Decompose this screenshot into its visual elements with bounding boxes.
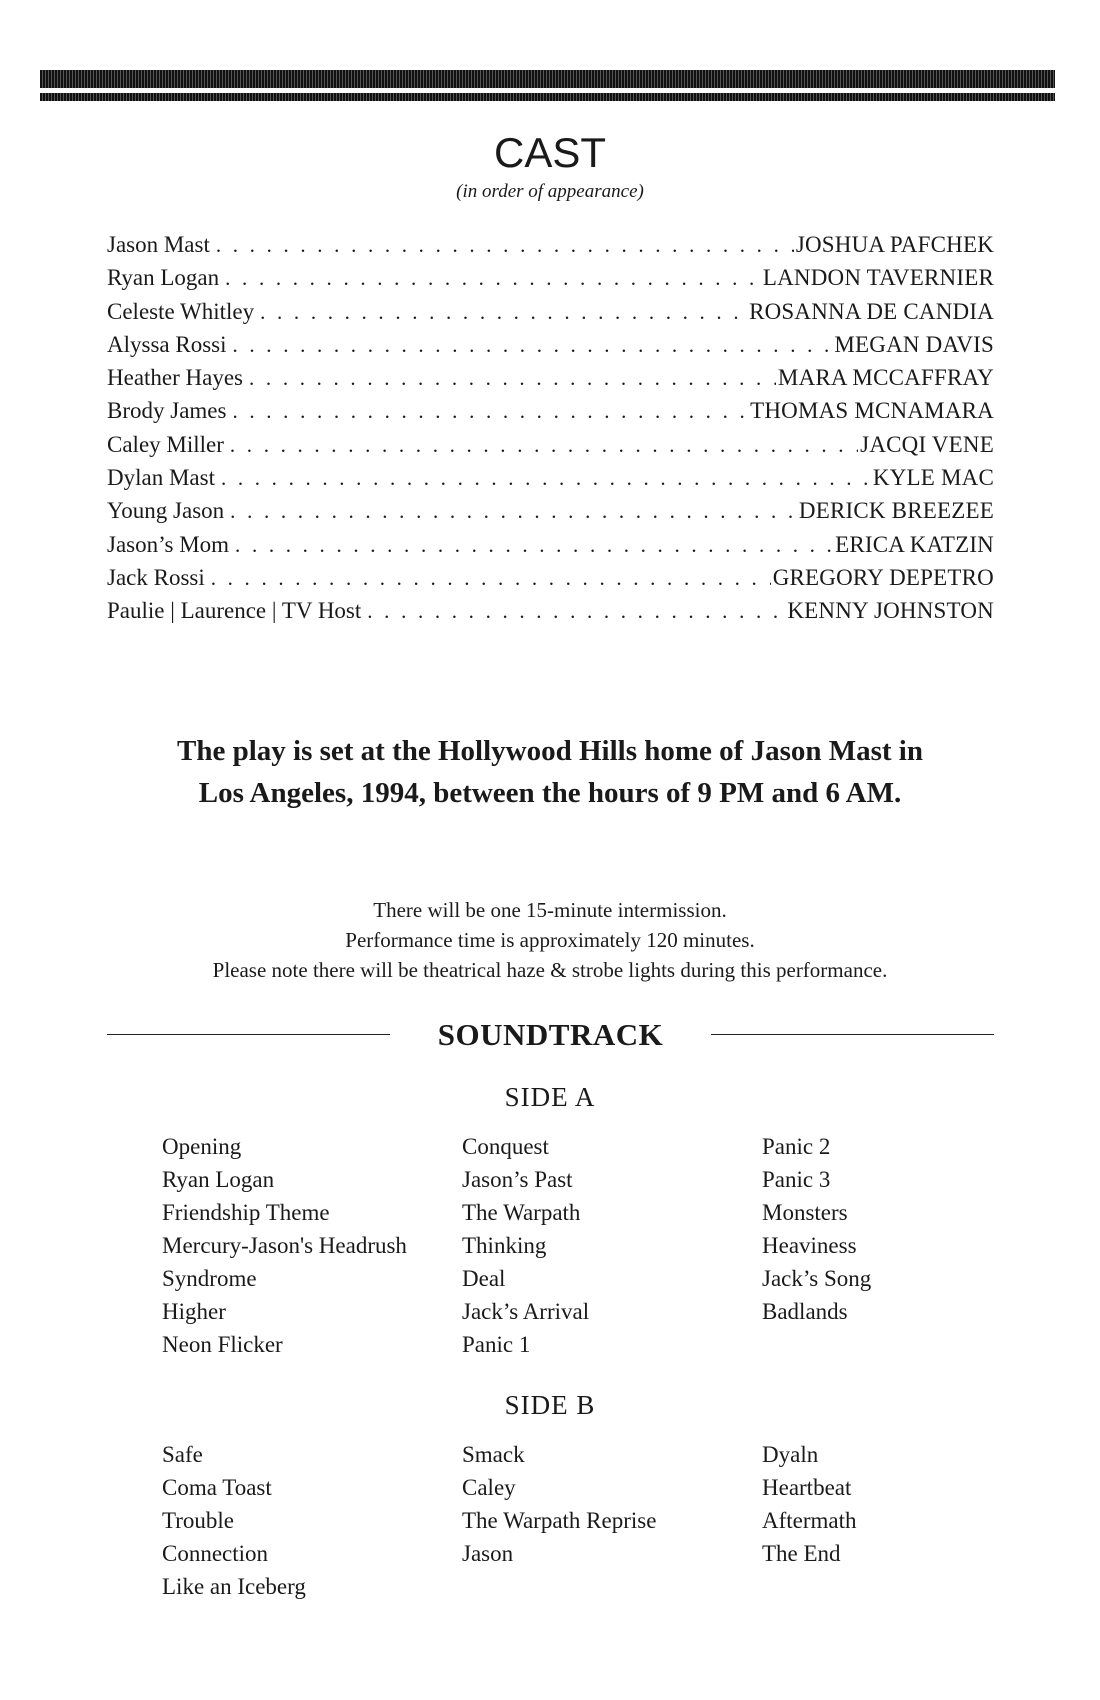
dot-leader — [249, 362, 776, 394]
cast-actor: ERICA KATZIN — [835, 531, 994, 557]
dot-leader — [230, 495, 797, 527]
track: Syndrome — [162, 1266, 257, 1291]
track: Friendship Theme — [162, 1200, 330, 1225]
cast-role: Heather Hayes — [107, 365, 244, 391]
track-column — [462, 1130, 762, 1361]
cast-actor: JOSHUA PAFCHEK — [795, 232, 994, 257]
track: Neon Flicker — [162, 1332, 283, 1357]
setting-statement — [80, 730, 1020, 814]
cast-role: Young Jason — [107, 498, 225, 524]
track: Like an Iceberg — [162, 1574, 306, 1599]
dot-leader — [211, 562, 771, 594]
cast-row — [107, 494, 994, 527]
cast-actor: MEGAN DAVIS — [834, 331, 994, 357]
track: Thinking — [462, 1233, 547, 1258]
cast-role: Caley Miller — [107, 431, 224, 457]
track: Jason’s Past — [462, 1167, 573, 1192]
side-a-tracklist — [162, 1130, 982, 1361]
track: Heaviness — [762, 1233, 857, 1258]
track: Jack’s Arrival — [462, 1299, 590, 1324]
cast-actor: ROSANNA DE CANDIA — [749, 298, 994, 324]
dot-leader — [233, 329, 833, 361]
dot-leader — [230, 429, 858, 461]
track: Ryan Logan — [162, 1167, 275, 1192]
track: The End — [762, 1541, 841, 1566]
cast-row — [107, 428, 994, 461]
dot-leader — [232, 395, 748, 427]
dot-leader — [216, 229, 794, 261]
cast-role: Jason Mast — [107, 232, 210, 257]
cast-row — [107, 561, 994, 594]
cast-row — [107, 295, 994, 328]
track: Higher — [162, 1299, 226, 1324]
cast-row — [107, 594, 994, 627]
track: Aftermath — [762, 1508, 857, 1533]
cast-subtitle: (in order of appearance) — [456, 181, 644, 202]
track: The Warpath — [462, 1200, 581, 1225]
cast-role: Alyssa Rossi — [107, 331, 227, 357]
track: Deal — [462, 1266, 506, 1291]
cast-row — [107, 328, 994, 361]
track: Heartbeat — [762, 1475, 852, 1500]
track: Jack’s Song — [762, 1266, 872, 1291]
setting-line: The play is set at the Hollywood Hills home of Jason Mast in — [177, 735, 923, 767]
cast-row — [107, 394, 994, 427]
cast-role: Ryan Logan — [107, 265, 220, 291]
cast-row — [107, 528, 994, 561]
cast-role: Dylan Mast — [107, 465, 215, 491]
track-column — [462, 1438, 762, 1603]
side-b-title: SIDE B — [504, 1390, 596, 1420]
dot-leader — [221, 462, 871, 494]
intermission-note: There will be one 15-minute intermission. — [373, 898, 727, 922]
cast-role: Jack Rossi — [107, 564, 205, 590]
track: Panic 1 — [462, 1332, 531, 1357]
track: Panic 2 — [762, 1134, 831, 1159]
track: Trouble — [162, 1508, 234, 1533]
track-column — [162, 1130, 462, 1361]
cast-actor: DERICK BREEZEE — [798, 498, 994, 524]
cast-title: CAST — [493, 129, 606, 176]
track: Badlands — [762, 1299, 848, 1324]
track: Monsters — [762, 1200, 848, 1225]
track-column — [762, 1130, 982, 1361]
cast-row — [107, 461, 994, 494]
performance-notes — [80, 895, 1020, 985]
dot-leader — [225, 262, 761, 294]
track: Coma Toast — [162, 1475, 272, 1500]
dot-leader — [260, 296, 747, 328]
soundtrack-header — [107, 1015, 994, 1055]
cast-row — [107, 361, 994, 394]
track: Opening — [162, 1134, 242, 1159]
cast-actor: LANDON TAVERNIER — [762, 265, 994, 291]
cast-role: Jason’s Mom — [107, 531, 230, 557]
track-column — [162, 1438, 462, 1603]
track: Dyaln — [762, 1442, 819, 1467]
setting-line: Los Angeles, 1994, between the hours of 9 PM and 6 AM. — [198, 777, 902, 809]
track: Smack — [462, 1442, 525, 1467]
cast-row — [107, 228, 994, 261]
runtime-note: Performance time is approximately 120 minutes. — [345, 928, 755, 952]
cast-actor: JACQI VENE — [860, 431, 994, 457]
track: Mercury-Jason's Headrush — [162, 1233, 407, 1258]
side-a-title: SIDE A — [504, 1082, 596, 1112]
track: Caley — [462, 1475, 516, 1500]
dot-leader — [235, 529, 833, 561]
cast-actor: KENNY JOHNSTON — [787, 598, 994, 624]
cast-actor: KYLE MAC — [872, 465, 994, 491]
track: The Warpath Reprise — [462, 1508, 657, 1533]
cast-actor: MARA MCCAFFRAY — [777, 365, 994, 391]
track: Conquest — [462, 1134, 549, 1159]
track: Safe — [162, 1442, 203, 1467]
cast-row — [107, 261, 994, 294]
cast-actor: THOMAS MCNAMARA — [750, 398, 994, 424]
header-rule-right — [711, 1034, 994, 1035]
header-rule-thick — [40, 70, 1055, 88]
cast-list — [107, 228, 994, 628]
cast-actor: GREGORY DEPETRO — [772, 564, 994, 590]
track-column — [762, 1438, 982, 1603]
cast-role: Brody James — [107, 398, 227, 424]
cast-role: Paulie | Laurence | TV Host — [107, 598, 362, 624]
header-rule-thin — [40, 93, 1055, 101]
soundtrack-title: SOUNDTRACK — [437, 1017, 664, 1052]
dot-leader — [367, 595, 785, 627]
cast-role: Celeste Whitley — [107, 298, 255, 324]
track: Connection — [162, 1541, 269, 1566]
side-b-tracklist — [162, 1438, 982, 1603]
effects-warning: Please note there will be theatrical haze & strobe lights during this performance. — [212, 958, 888, 982]
track: Jason — [462, 1541, 514, 1566]
track: Panic 3 — [762, 1167, 831, 1192]
